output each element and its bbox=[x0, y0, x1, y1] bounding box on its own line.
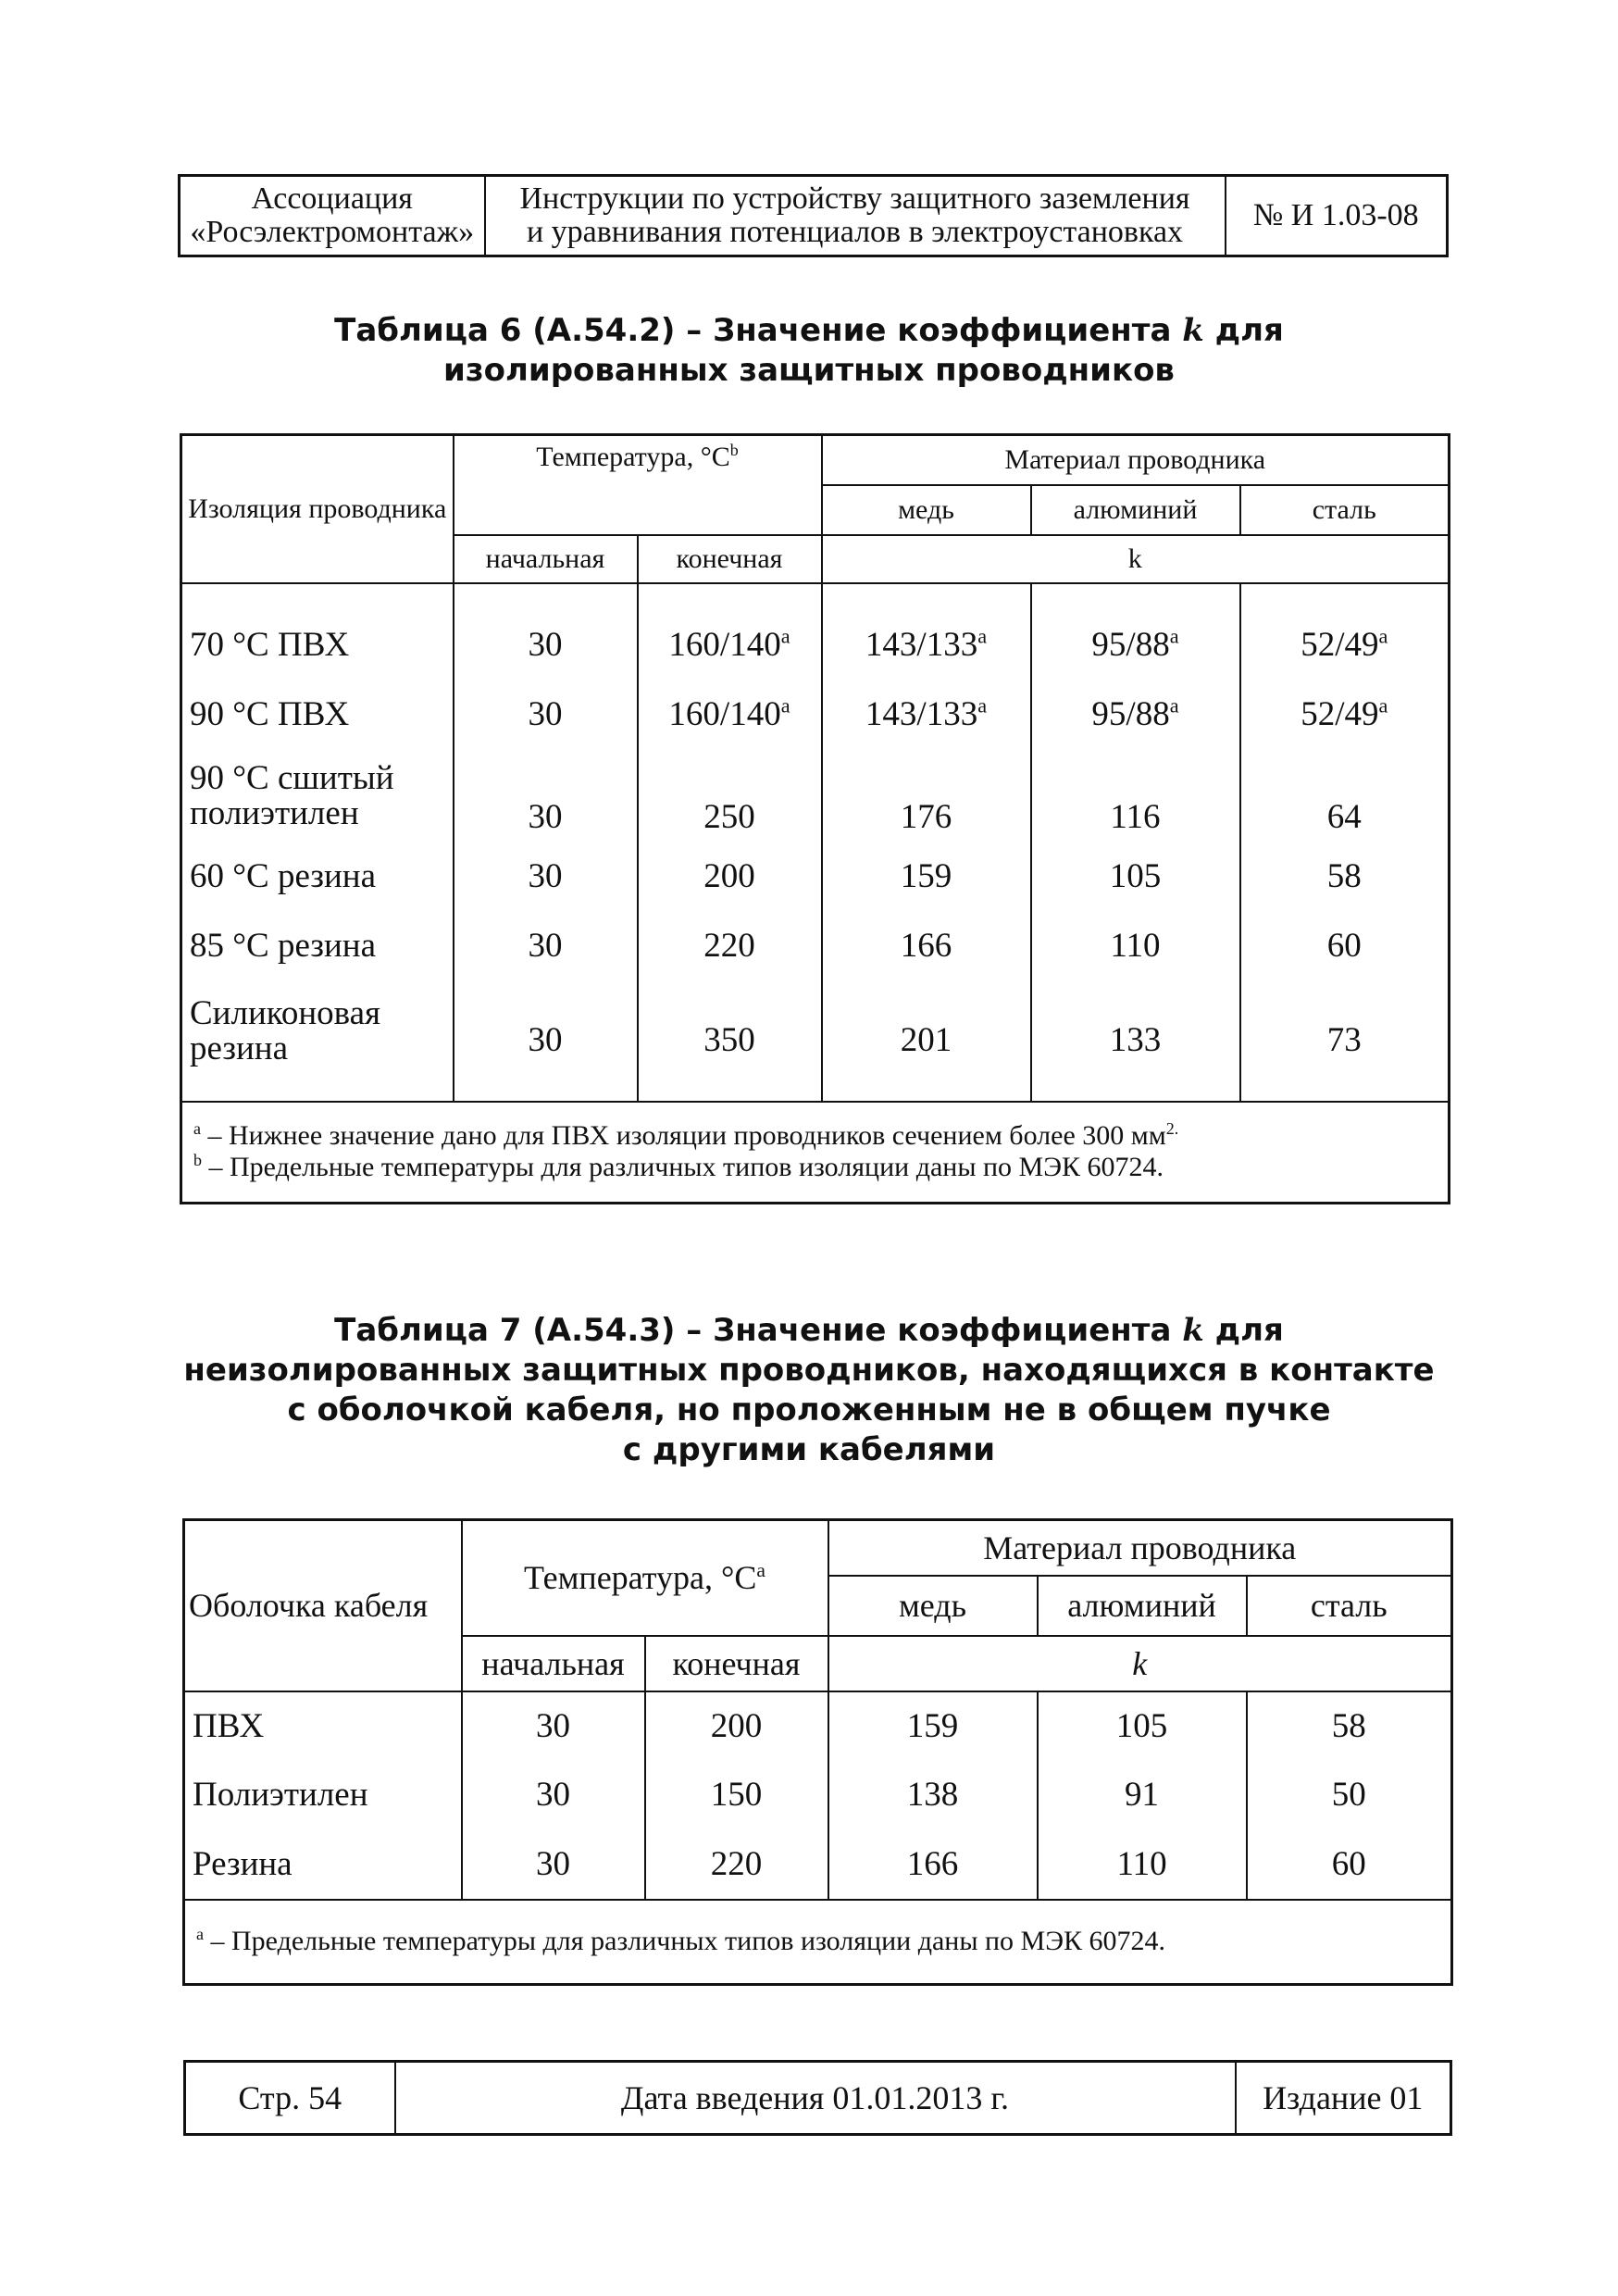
row-initial: 30 bbox=[454, 912, 638, 981]
table7-temperature-label: Температура, °C bbox=[524, 1559, 757, 1597]
row-steel: 58 bbox=[1240, 842, 1450, 912]
table7-header-copper: медь bbox=[828, 1576, 1038, 1636]
row-copper: 176 bbox=[822, 750, 1031, 842]
row-final: 350 bbox=[638, 981, 822, 1102]
row-steel: 64 bbox=[1240, 750, 1450, 842]
row-initial: 30 bbox=[462, 1830, 645, 1900]
introduction-date: Дата введения 01.01.2013 г. bbox=[395, 2062, 1236, 2135]
table6-header-k: k bbox=[822, 535, 1450, 583]
table-row bbox=[181, 912, 1450, 981]
footnote-unit-sup: 2. bbox=[1165, 1119, 1179, 1139]
table7-footnote-a bbox=[196, 1926, 1450, 1957]
table7-title-line-1 bbox=[0, 1311, 1618, 1351]
row-steel: 73 bbox=[1240, 981, 1450, 1102]
row-final-sup: a bbox=[780, 693, 790, 718]
document-number: № И 1.03-08 bbox=[1226, 176, 1448, 256]
table7-header-final: конечная bbox=[645, 1636, 828, 1691]
table6-footnotes bbox=[181, 1102, 1450, 1204]
row-final bbox=[638, 611, 822, 680]
row-aluminium: 116 bbox=[1031, 750, 1240, 842]
table6-temperature-sup: b bbox=[729, 441, 739, 459]
row-initial: 30 bbox=[454, 750, 638, 842]
table-row bbox=[184, 1830, 1452, 1900]
table-row bbox=[184, 1761, 1452, 1830]
footnote-mark: a bbox=[193, 1119, 201, 1139]
table-row bbox=[181, 981, 1450, 1102]
row-copper: 166 bbox=[828, 1830, 1038, 1900]
row-steel: 50 bbox=[1247, 1761, 1452, 1830]
table7-header-temperature bbox=[462, 1520, 828, 1636]
row-initial: 30 bbox=[454, 611, 638, 680]
row-initial: 30 bbox=[462, 1761, 645, 1830]
row-steel bbox=[1240, 680, 1450, 750]
document-title-line-2: и уравнивания потенциалов в электроустановках bbox=[526, 215, 1184, 249]
row-final bbox=[638, 680, 822, 750]
row-name: 85 °C резина bbox=[181, 912, 454, 981]
row-final-sup: a bbox=[780, 624, 790, 648]
row-final: 200 bbox=[645, 1691, 828, 1761]
row-final: 220 bbox=[638, 912, 822, 981]
row-copper-value: 143/133 bbox=[865, 626, 978, 664]
edition: Издание 01 bbox=[1236, 2062, 1451, 2135]
footnote-mark: a bbox=[196, 1925, 204, 1944]
row-copper-sup: a bbox=[977, 693, 988, 718]
footer-table bbox=[183, 2060, 1452, 2136]
header-table bbox=[178, 174, 1449, 257]
table6-title-text: Таблица 6 (А.54.2) – Значение коэффициента bbox=[334, 312, 1183, 349]
table7-title bbox=[0, 1311, 1618, 1470]
table7-header-steel: сталь bbox=[1247, 1576, 1452, 1636]
row-name: Силиконовая резина bbox=[181, 981, 454, 1102]
table7-title-k: k bbox=[1182, 1312, 1204, 1349]
table7-header-k: k bbox=[828, 1636, 1452, 1691]
row-initial: 30 bbox=[454, 680, 638, 750]
table-row bbox=[181, 842, 1450, 912]
table6-temperature-label: Температура, °C bbox=[536, 442, 730, 472]
row-copper: 166 bbox=[822, 912, 1031, 981]
row-name: ПВХ bbox=[184, 1691, 462, 1761]
row-aluminium: 110 bbox=[1031, 912, 1240, 981]
row-steel-value: 52/49 bbox=[1301, 695, 1379, 733]
table6-header-initial: начальная bbox=[454, 535, 638, 583]
row-name: Резина bbox=[184, 1830, 462, 1900]
organization-line-2: «Росэлектромонтаж» bbox=[190, 215, 475, 249]
table7-temperature-sup: a bbox=[756, 1559, 765, 1582]
row-final: 150 bbox=[645, 1761, 828, 1830]
table6-title-k: k bbox=[1182, 312, 1204, 349]
row-aluminium: 105 bbox=[1038, 1691, 1247, 1761]
document-title-cell bbox=[485, 176, 1226, 256]
row-copper: 138 bbox=[828, 1761, 1038, 1830]
table7-title-line-2: неизолированных защитных проводников, находящихся в контакте bbox=[183, 1352, 1435, 1389]
row-aluminium: 133 bbox=[1031, 981, 1240, 1102]
organization-line-1: Ассоциация bbox=[251, 181, 413, 216]
table7-footnotes bbox=[184, 1900, 1452, 1985]
table6-title bbox=[0, 311, 1618, 391]
row-steel-sup: a bbox=[1378, 693, 1388, 718]
table6-header-material: Материал проводника bbox=[822, 435, 1450, 485]
row-aluminium-sup: a bbox=[1169, 624, 1179, 648]
row-initial: 30 bbox=[454, 981, 638, 1102]
table6-header-copper: медь bbox=[822, 485, 1031, 535]
row-steel bbox=[1240, 611, 1450, 680]
row-name: 60 °C резина bbox=[181, 842, 454, 912]
row-steel: 60 bbox=[1240, 912, 1450, 981]
table6-header-steel: сталь bbox=[1240, 485, 1450, 535]
row-final: 250 bbox=[638, 750, 822, 842]
table6-footnote-b bbox=[193, 1152, 1448, 1183]
row-aluminium: 91 bbox=[1038, 1761, 1247, 1830]
row-copper-value: 143/133 bbox=[865, 695, 978, 733]
table7-title-line-4: с другими кабелями bbox=[622, 1431, 996, 1468]
row-final: 200 bbox=[638, 842, 822, 912]
table7-header-initial: начальная bbox=[462, 1636, 645, 1691]
row-steel: 60 bbox=[1247, 1830, 1452, 1900]
table6-header-final: конечная bbox=[638, 535, 822, 583]
footnote-text: – Предельные температуры для различных типов изоляции даны по МЭК 60724. bbox=[202, 1152, 1164, 1183]
table-row bbox=[181, 750, 1450, 842]
row-copper-sup: a bbox=[977, 624, 988, 648]
table6-footnote-a bbox=[193, 1120, 1448, 1152]
table7-header-sheath: Оболочка кабеля bbox=[184, 1520, 462, 1691]
row-initial: 30 bbox=[454, 842, 638, 912]
table7-header-material: Материал проводника bbox=[828, 1520, 1452, 1576]
row-aluminium-sup: a bbox=[1169, 693, 1179, 718]
footnote-text: – Нижнее значение дано для ПВХ изоляции проводников сечением более 300 мм bbox=[201, 1120, 1166, 1152]
row-steel-sup: a bbox=[1378, 624, 1388, 648]
table7-header-aluminium: алюминий bbox=[1038, 1576, 1247, 1636]
row-aluminium: 105 bbox=[1031, 842, 1240, 912]
table7-title-suffix: для bbox=[1203, 1312, 1284, 1349]
row-final-value: 160/140 bbox=[668, 626, 781, 664]
table-row bbox=[181, 611, 1450, 680]
row-aluminium-value: 95/88 bbox=[1091, 626, 1170, 664]
row-aluminium bbox=[1031, 611, 1240, 680]
row-name: 90 °C сшитый полиэтилен bbox=[181, 750, 454, 842]
table6-title-suffix: для bbox=[1203, 312, 1284, 349]
table-row bbox=[184, 1691, 1452, 1761]
row-aluminium bbox=[1031, 680, 1240, 750]
footnote-mark: b bbox=[193, 1151, 202, 1170]
table6-title-line-2: изолированных защитных проводников bbox=[443, 352, 1175, 389]
document-title-line-1: Инструкции по устройству защитного заземления bbox=[519, 181, 1190, 216]
table6-header-temperature bbox=[454, 435, 822, 535]
row-copper bbox=[822, 611, 1031, 680]
table7 bbox=[182, 1518, 1453, 1986]
row-name: 90 °C ПВХ bbox=[181, 680, 454, 750]
footnote-text: – Предельные температуры для различных типов изоляции даны по МЭК 60724. bbox=[204, 1926, 1166, 1957]
table6-header-aluminium: алюминий bbox=[1031, 485, 1240, 535]
organization-cell bbox=[180, 176, 485, 256]
row-copper: 201 bbox=[822, 981, 1031, 1102]
table6-title-line-1 bbox=[0, 311, 1618, 351]
row-copper: 159 bbox=[828, 1691, 1038, 1761]
table6 bbox=[180, 433, 1450, 1204]
row-name: 70 °C ПВХ bbox=[181, 611, 454, 680]
row-initial: 30 bbox=[462, 1691, 645, 1761]
table7-title-line-3: с оболочкой кабеля, но проложенным не в общем пучке bbox=[287, 1391, 1331, 1429]
row-name: Полиэтилен bbox=[184, 1761, 462, 1830]
table6-header-insulation: Изоляция проводника bbox=[181, 435, 454, 583]
row-final: 220 bbox=[645, 1830, 828, 1900]
row-aluminium-value: 95/88 bbox=[1091, 695, 1170, 733]
row-steel-value: 52/49 bbox=[1301, 626, 1379, 664]
row-steel: 58 bbox=[1247, 1691, 1452, 1761]
table-row bbox=[181, 680, 1450, 750]
row-final-value: 160/140 bbox=[668, 695, 781, 733]
row-copper: 159 bbox=[822, 842, 1031, 912]
table7-title-text: Таблица 7 (А.54.3) – Значение коэффициента bbox=[334, 1312, 1183, 1349]
page-number: Стр. 54 bbox=[185, 2062, 395, 2135]
row-aluminium: 110 bbox=[1038, 1830, 1247, 1900]
row-copper bbox=[822, 680, 1031, 750]
